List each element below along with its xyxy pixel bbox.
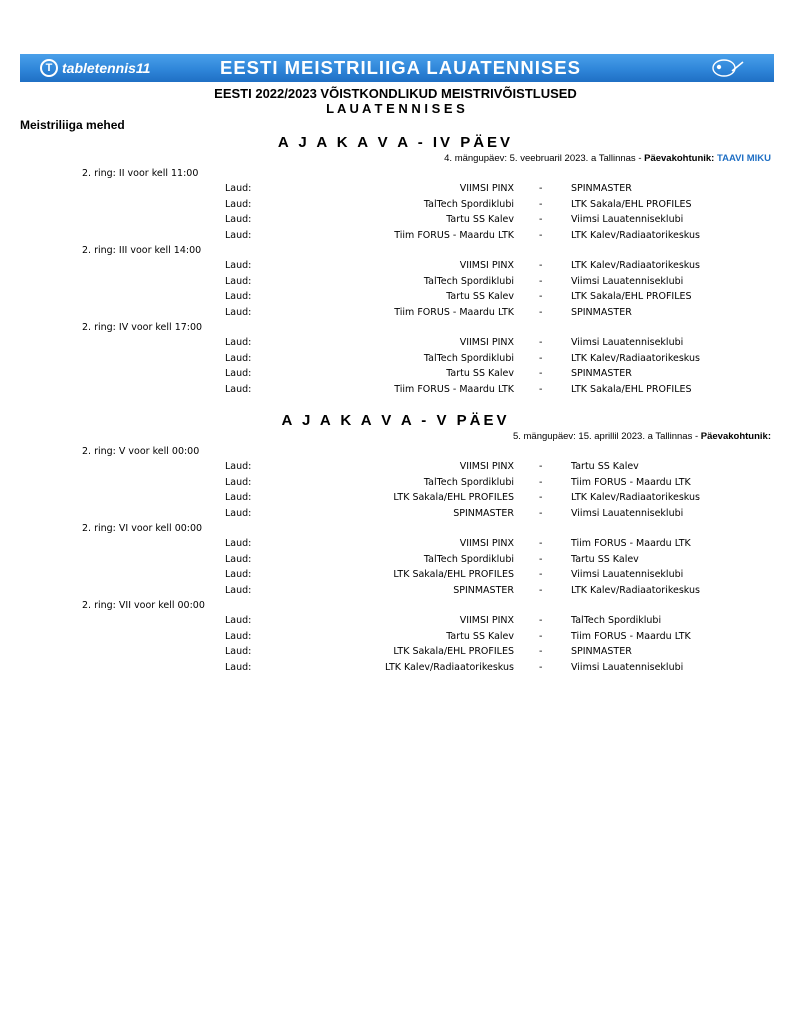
table-label: Laud: (225, 507, 252, 519)
day-date-location: 4. mängupäev: 5. veebruaril 2023. a Tallinnas - (444, 153, 645, 164)
home-team: LTK Sakala/EHL PROFILES (393, 569, 514, 581)
round-header (0, 523, 791, 538)
away-team: Tartu SS Kalev (571, 461, 639, 473)
table-label: Laud: (225, 214, 252, 226)
day-info (513, 431, 771, 442)
match-separator: - (539, 461, 543, 473)
match-separator: - (539, 661, 543, 673)
match-separator: - (539, 229, 543, 241)
match-row (0, 214, 791, 229)
match-row (0, 615, 791, 630)
match-separator: - (539, 368, 543, 380)
home-team: TalTech Spordiklubi (423, 275, 514, 287)
match-row (0, 260, 791, 275)
away-team: Tiim FORUS - Maardu LTK (571, 476, 691, 488)
day-title-text: A J A K A V A - IV PÄEV (277, 134, 514, 151)
away-team: Tiim FORUS - Maardu LTK (571, 538, 691, 550)
home-team: TalTech Spordiklubi (423, 198, 514, 210)
table-label: Laud: (225, 661, 252, 673)
home-team: VIIMSI PINX (459, 337, 514, 349)
away-team: SPINMASTER (571, 183, 632, 195)
away-team: Viimsi Lauatenniseklubi (571, 337, 684, 349)
home-team: SPINMASTER (453, 584, 514, 596)
round-header (0, 322, 791, 337)
day-title-text: A J A K A V A - V PÄEV (281, 412, 510, 429)
match-separator: - (539, 615, 543, 627)
table-label: Laud: (225, 569, 252, 581)
round-label: 2. ring: II voor kell 11:00 (82, 168, 199, 179)
match-row (0, 554, 791, 569)
table-label: Laud: (225, 337, 252, 349)
match-separator: - (539, 553, 543, 565)
home-team: TalTech Spordiklubi (423, 553, 514, 565)
away-team: Tiim FORUS - Maardu LTK (571, 630, 691, 642)
away-team: SPINMASTER (571, 368, 632, 380)
away-team: Viimsi Lauatenniseklubi (571, 661, 684, 673)
match-separator: - (539, 291, 543, 303)
home-team: LTK Sakala/EHL PROFILES (393, 492, 514, 504)
match-separator: - (539, 476, 543, 488)
match-separator: - (539, 198, 543, 210)
match-row (0, 569, 791, 584)
match-row (0, 662, 791, 677)
home-team: VIIMSI PINX (459, 461, 514, 473)
league-name: Meistriliiga mehed (20, 118, 125, 132)
away-team: LTK Kalev/Radiaatorikeskus (571, 229, 700, 241)
match-row (0, 508, 791, 523)
home-team: Tiim FORUS - Maardu LTK (394, 383, 514, 395)
home-team: LTK Sakala/EHL PROFILES (393, 646, 514, 658)
match-row (0, 337, 791, 352)
away-team: Viimsi Lauatenniseklubi (571, 275, 684, 287)
table-label: Laud: (225, 584, 252, 596)
table-label: Laud: (225, 306, 252, 318)
round-label: 2. ring: VII voor kell 00:00 (82, 600, 205, 611)
away-team: Viimsi Lauatenniseklubi (571, 507, 684, 519)
home-team: Tiim FORUS - Maardu LTK (394, 306, 514, 318)
match-separator: - (539, 646, 543, 658)
away-team: LTK Kalev/Radiaatorikeskus (571, 260, 700, 272)
paddle-ball-icon (710, 57, 746, 79)
match-row (0, 276, 791, 291)
away-team: SPINMASTER (571, 306, 632, 318)
home-team: Tartu SS Kalev (446, 214, 514, 226)
match-separator: - (539, 538, 543, 550)
away-team: Tartu SS Kalev (571, 553, 639, 565)
table-label: Laud: (225, 291, 252, 303)
round-label: 2. ring: IV voor kell 17:00 (82, 322, 203, 333)
table-label: Laud: (225, 260, 252, 272)
table-label: Laud: (225, 352, 252, 364)
match-separator: - (539, 260, 543, 272)
match-row (0, 492, 791, 507)
home-team: VIIMSI PINX (459, 538, 514, 550)
home-team: Tartu SS Kalev (446, 630, 514, 642)
referee-name: TAAVI MIKU (716, 153, 771, 164)
table-tennis-logo-icon: T (40, 59, 58, 77)
home-team: TalTech Spordiklubi (423, 352, 514, 364)
away-team: TalTech Spordiklubi (571, 615, 662, 627)
round-header (0, 446, 791, 461)
away-team: LTK Sakala/EHL PROFILES (571, 383, 692, 395)
day-title (0, 412, 791, 429)
match-row (0, 183, 791, 198)
banner-title: EESTI MEISTRILIIGA LAUATENNISES (220, 57, 581, 78)
round-header (0, 245, 791, 260)
table-label: Laud: (225, 383, 252, 395)
table-label: Laud: (225, 553, 252, 565)
match-separator: - (539, 383, 543, 395)
home-team: SPINMASTER (453, 507, 514, 519)
header-banner (20, 54, 774, 82)
round-header (0, 600, 791, 615)
day-info (444, 153, 771, 164)
away-team: Viimsi Lauatenniseklubi (571, 569, 684, 581)
match-separator: - (539, 214, 543, 226)
match-separator: - (539, 569, 543, 581)
table-label: Laud: (225, 538, 252, 550)
away-team: LTK Kalev/Radiaatorikeskus (571, 584, 700, 596)
table-label: Laud: (225, 275, 252, 287)
match-separator: - (539, 275, 543, 287)
match-separator: - (539, 183, 543, 195)
table-label: Laud: (225, 476, 252, 488)
day-date-location: 5. mängupäev: 15. aprillil 2023. a Tallinnas - (512, 431, 701, 442)
away-team: LTK Sakala/EHL PROFILES (571, 198, 692, 210)
table-label: Laud: (225, 368, 252, 380)
home-team: LTK Kalev/Radiaatorikeskus (385, 661, 514, 673)
match-separator: - (539, 507, 543, 519)
home-team: Tartu SS Kalev (446, 368, 514, 380)
match-separator: - (539, 584, 543, 596)
table-label: Laud: (225, 492, 252, 504)
match-separator: - (539, 337, 543, 349)
match-row (0, 368, 791, 383)
match-separator: - (539, 630, 543, 642)
match-row (0, 538, 791, 553)
match-row (0, 585, 791, 600)
match-row (0, 384, 791, 399)
match-row (0, 461, 791, 476)
match-row (0, 477, 791, 492)
championship-title: EESTI 2022/2023 VÕISTKONDLIKUD MEISTRIVÕISTLUSED (214, 86, 577, 101)
away-team: LTK Kalev/Radiaatorikeskus (571, 492, 700, 504)
home-team: Tartu SS Kalev (446, 291, 514, 303)
table-label: Laud: (225, 615, 252, 627)
match-row (0, 230, 791, 245)
sport-title: L A U A T E N N I S E S (326, 101, 465, 116)
match-row (0, 291, 791, 306)
round-header (0, 168, 791, 183)
match-row (0, 646, 791, 661)
logo-text: tabletennis11 (62, 60, 151, 76)
home-team: TalTech Spordiklubi (423, 476, 514, 488)
home-team: VIIMSI PINX (459, 183, 514, 195)
away-team: Viimsi Lauatenniseklubi (571, 214, 684, 226)
away-team: SPINMASTER (571, 646, 632, 658)
home-team: Tiim FORUS - Maardu LTK (394, 229, 514, 241)
day-title (0, 134, 791, 151)
referee-label: Päevakohtunik: (644, 153, 717, 164)
match-row (0, 307, 791, 322)
match-row (0, 353, 791, 368)
match-separator: - (539, 492, 543, 504)
round-label: 2. ring: V voor kell 00:00 (82, 446, 200, 457)
match-separator: - (539, 306, 543, 318)
table-label: Laud: (225, 646, 252, 658)
match-separator: - (539, 352, 543, 364)
table-label: Laud: (225, 630, 252, 642)
referee-label: Päevakohtunik: (700, 431, 771, 442)
away-team: LTK Kalev/Radiaatorikeskus (571, 352, 700, 364)
away-team: LTK Sakala/EHL PROFILES (571, 291, 692, 303)
table-label: Laud: (225, 229, 252, 241)
home-team: VIIMSI PINX (459, 615, 514, 627)
table-label: Laud: (225, 198, 252, 210)
match-row (0, 199, 791, 214)
table-label: Laud: (225, 183, 252, 195)
table-label: Laud: (225, 461, 252, 473)
round-label: 2. ring: VI voor kell 00:00 (82, 523, 203, 534)
home-team: VIIMSI PINX (459, 260, 514, 272)
round-label: 2. ring: III voor kell 14:00 (82, 245, 202, 256)
match-row (0, 631, 791, 646)
brand-logo (40, 58, 150, 78)
